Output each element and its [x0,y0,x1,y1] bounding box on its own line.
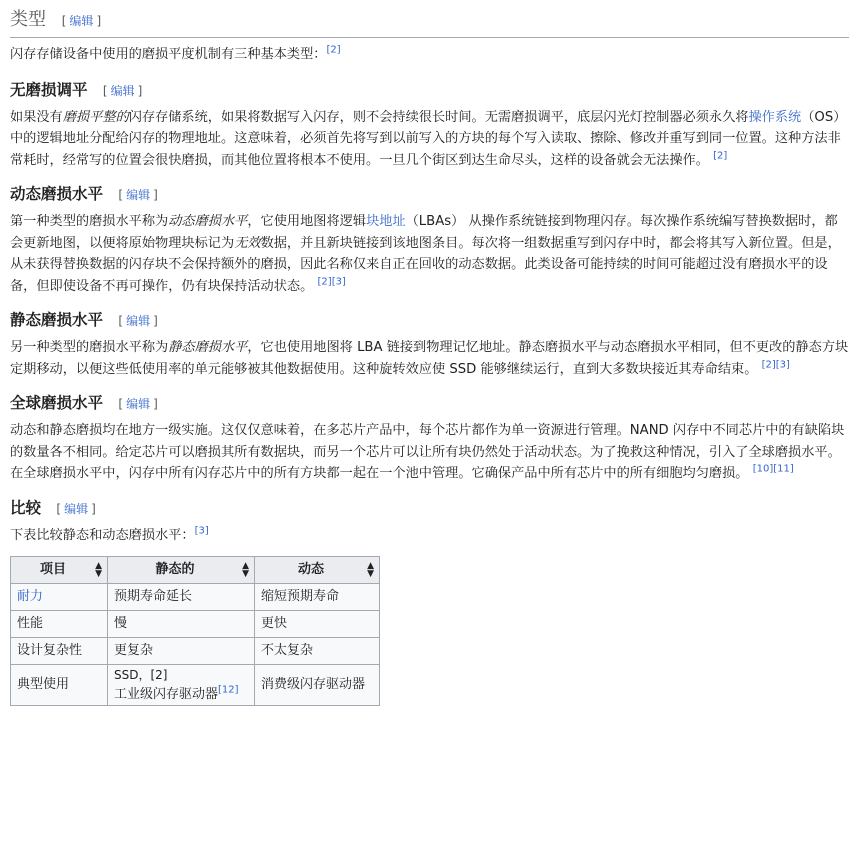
ref-link[interactable]: [2] [326,44,341,56]
paragraph: 下表比较静态和动态磨损水平：[3] [10,525,209,543]
ref-link[interactable]: [3] [775,359,790,371]
table-cell: 更快 [255,611,380,638]
ref-text: [2] [150,668,168,682]
table-cell: 性能 [11,611,108,638]
ref-link[interactable]: [2] [713,150,728,162]
section-no-wear-leveling [10,79,849,172]
section-global-wear-leveling [10,392,849,485]
column-header-item[interactable]: 项目 ▲ ▼ [11,557,108,584]
table-cell: 慢 [108,611,255,638]
ref-link[interactable]: [2] [761,359,776,371]
edit-link[interactable]: [ 编辑 ] [102,83,143,98]
sort-icon[interactable]: ▲ ▼ [367,561,374,579]
subsection-heading: 无磨损调平 [ 编辑 ] [10,80,143,99]
endurance-link[interactable]: 耐力 [17,589,44,605]
table-row [11,638,380,665]
section-dynamic-wear-leveling [10,183,849,297]
table-cell: 设计复杂性 [11,638,108,665]
edit-link[interactable]: [ 编辑 ] [118,188,158,202]
ref-link[interactable]: [3] [194,525,209,537]
section-comparison [10,497,849,707]
sort-icon[interactable]: ▲ ▼ [242,561,249,579]
column-header-dynamic[interactable]: 动态 ▲ ▼ [255,557,380,584]
os-link[interactable]: 操作系统 [748,109,802,125]
paragraph: 另一种类型的磨损水平称为静态磨损水平，它也使用地图将 LBA 链接到物理记忆地址。静态磨损水平与动态磨损水平相同，但不更改的静态方块定期移动，以便这些低使用率的单元能够被其他数据使用。这种旋转效应使 SSD 能够继续运行，直到大多数块接近其寿命结束。 [2][3] [10,340,849,377]
table-cell: 典型使用 [11,665,108,706]
paragraph: 动态和静态磨损均在地方一级实施。这仅仅意味着，在多芯片产品中，每个芯片都作为单一资源进行管理。NAND 闪存中不同芯片中的有缺陷块的数量各不相同。给定芯片可以磨损其所有数据块，而另一个芯片可以让所有块仍然处于活动状态。为了挽救这种情况，引入了全球磨损水平。在全球磨损水平中，闪存中所有闪存芯片中的所有方块都一起在一个池中管理。它确保产品中所有芯片中的所有细胞均匀磨损。 [10][11] [10,423,845,481]
edit-link[interactable]: [ 编辑 ] [56,501,96,516]
ref-link[interactable]: [12] [218,684,239,696]
paragraph: 如果没有磨损平整的闪存存储系统，如果将数据写入闪存，则不会持续很长时间。无需磨损调平，底层闪光灯控制器必须永久将操作系统（OS） 中的逻辑地址分配给闪存的物理地址。这意味着，必须首先将写到以前写入的方块的每个写入读取、擦除、修改并重写到同一位置。这种方法非常耗时，经常写的位置会很快磨损，而其他位置将根本不使用。一旦几个街区到达生命尽头，这样的设备就会无法操作。 [2] [10,109,847,168]
table-row [11,665,380,706]
sort-icon[interactable]: ▲ ▼ [95,561,102,579]
table-cell: 更复杂 [108,638,255,665]
table-row [11,611,380,638]
section-heading-types [10,0,849,38]
edit-link[interactable]: [ 编辑 ] [118,314,158,328]
table-row [11,584,380,611]
table-header-row [11,557,380,584]
ref-link[interactable]: [2] [317,276,332,288]
table-cell: SSD，[2] 工业级闪存驱动器[12] [108,665,255,706]
intro-paragraph: 闪存存储设备中使用的磨损平度机制有三种基本类型：[2] [10,44,341,62]
ref-link[interactable]: [10] [752,463,774,475]
subsection-heading: 静态磨损水平 [ 编辑 ] [10,311,158,329]
ref-link[interactable]: [3] [331,276,346,288]
paragraph: 第一种类型的磨损水平称为动态磨损水平，它使用地图将逻辑块地址（LBAs） 从操作系统链接到物理闪存。每次操作系统编写替换数据时，都会更新地图，以便将原始物理块标记为无效数据，并且新块链接到该地图条目。每次将一组数据重写到闪存中时，都会将其写入新位置。但是，从未获得替换数据的闪存块不会保持额外的磨损，因此名称仅来自正在回收的动态数据。此类设备可能持续的时间可能超过没有磨损水平的设备，但即使设备不再可操作，仍有块保持活动状态。 [2][3] [10,214,841,294]
table-cell: 预期寿命延长 [108,584,255,611]
table-cell: 缩短预期寿命 [255,584,380,611]
section-static-wear-leveling [10,309,849,380]
edit-link[interactable]: [ 编辑 ] [118,397,158,411]
subsection-heading: 比较 [ 编辑 ] [10,498,96,517]
comparison-table [10,556,380,706]
table-cell: 消费级闪存驱动器 [255,665,380,706]
section-title: 类型 [10,9,46,30]
subsection-heading: 动态磨损水平 [ 编辑 ] [10,185,158,203]
table-cell: 不太复杂 [255,638,380,665]
column-header-static[interactable]: 静态的 ▲ ▼ [108,557,255,584]
block-address-link[interactable]: 块地址 [366,214,406,229]
ref-link[interactable]: [11] [773,463,794,475]
edit-link-types[interactable]: [ 编辑 ] [61,14,102,28]
subsection-heading: 全球磨损水平 [ 编辑 ] [10,394,158,412]
